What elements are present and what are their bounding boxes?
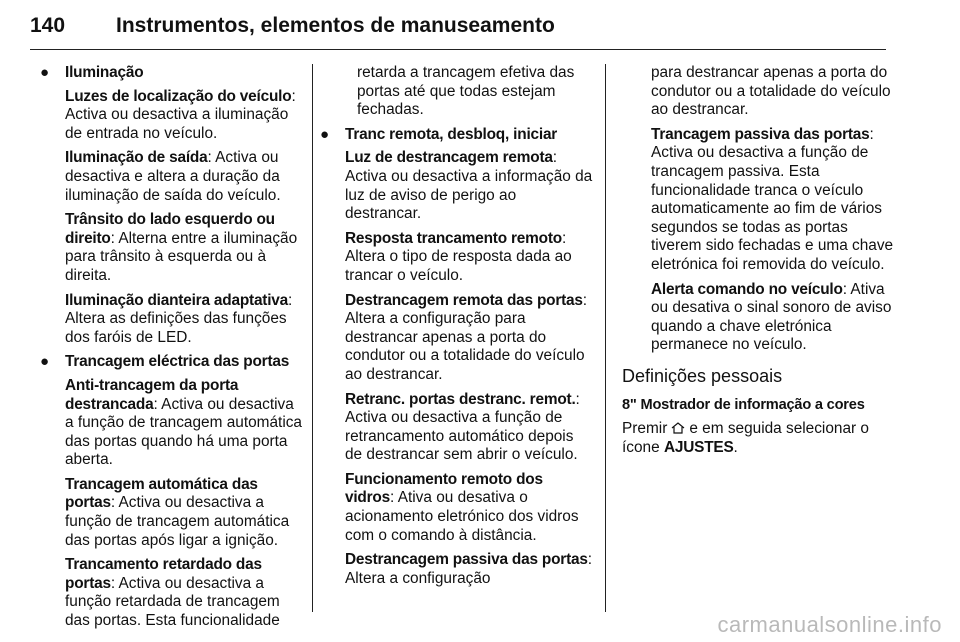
setting-entry: Iluminação dianteira adaptativa: Altera as definições das funções dos faróis de LED.: [65, 291, 293, 346]
setting-entry: Retranc. portas destranc. remot.: Activa ou desactiva a função de retrancamento automático depois de destrancar sem abrir o veículo.: [345, 390, 580, 464]
setting-entry: Iluminação de saída: Activa ou desactiva e altera a duração da iluminação de saída do veículo.: [65, 149, 281, 204]
page-header: [30, 8, 930, 48]
bullet-tranc-remota: [320, 126, 594, 589]
column-1: [40, 64, 302, 637]
column-3: [614, 64, 894, 463]
column-divider-1: [312, 64, 313, 612]
bullet-iluminacao: [40, 64, 302, 347]
watermark: carmanualsonline.info: [717, 612, 942, 637]
continuation-text: retarda a trancagem efetiva das portas até que todas estejam fechadas.: [357, 64, 575, 119]
continuation-text: para destrancar apenas a porta do condutor ou a totalidade do veículo ao destrancar.: [651, 64, 891, 119]
bullet-dot: ●: [40, 353, 50, 371]
setting-entry: Trancamento retardado das portas: Activa ou desactiva a função retardada de trancagem das portas. Esta funcionalidade: [65, 556, 280, 630]
bullet-dot: ●: [40, 64, 50, 81]
setting-entry: Trancagem passiva das portas: Activa ou desactiva a função de trancagem passiva. Esta funcionalidade tranca o veículo automaticamente ao fim de vários segundos se todas as portas tiverem sido fechadas e uma chave eletrónica foi removida do veículo.: [651, 125, 894, 273]
bullet-heading: Trancagem eléctrica das portas: [65, 353, 290, 371]
setting-entry: Alerta comando no veículo: Ativa ou desativa o sinal sonoro de aviso quando a chave eletrónica permanece no veículo.: [651, 280, 892, 354]
column-2: [320, 64, 594, 594]
setting-entry: Destrancagem passiva das portas: Altera a configuração: [345, 551, 593, 587]
bullet-heading: Iluminação: [65, 64, 144, 81]
column-divider-2: [605, 64, 606, 612]
setting-entry: Resposta trancamento remoto: Altera o tipo de resposta dada ao trancar o veículo.: [345, 229, 572, 284]
setting-entry: Trânsito do lado esquerdo ou direito: Alterna entre a iluminação para trânsito à esquerda ou à direita.: [65, 211, 298, 284]
setting-entry: Anti-trancagem da porta destrancada: Activa ou desactiva a função de trancagem automática das portas quando há uma porta aberta.: [65, 376, 302, 469]
home-icon: [671, 422, 685, 434]
setting-entry: Funcionamento remoto dos vidros: Ativa ou desativa o acionamento eletrónico dos vidros com o comando à distância.: [345, 470, 579, 544]
setting-entry: Trancagem automática das portas: Activa ou desactiva a função de trancagem automática das portas após ligar a ignição.: [65, 475, 290, 549]
subsection-heading: 8" Mostrador de informação a cores: [622, 396, 865, 413]
header-divider: [30, 49, 886, 50]
page-number: 140: [30, 14, 66, 37]
instruction-text: Premir e em seguida selecionar o ícone AJUSTES.: [622, 420, 869, 456]
setting-entry: Luz de destrancagem remota: Activa ou desactiva a informação da luz de aviso de perigo ao destrancar.: [345, 149, 593, 223]
bullet-dot: ●: [320, 125, 330, 143]
running-title: Instrumentos, elementos de manuseamento: [116, 14, 555, 37]
setting-entry: Destrancagem remota das portas: Altera a configuração para destrancar apenas a porta do condutor ou a totalidade do veículo ao destrancar.: [345, 291, 588, 383]
section-heading: Definições pessoais: [622, 365, 783, 386]
bullet-heading: Tranc remota, desbloq, iniciar: [345, 125, 558, 143]
bullet-trancagem: [40, 353, 302, 630]
setting-entry: Luzes de localização do veículo: Activa ou desactiva a iluminação de entrada no veículo.: [65, 87, 296, 142]
